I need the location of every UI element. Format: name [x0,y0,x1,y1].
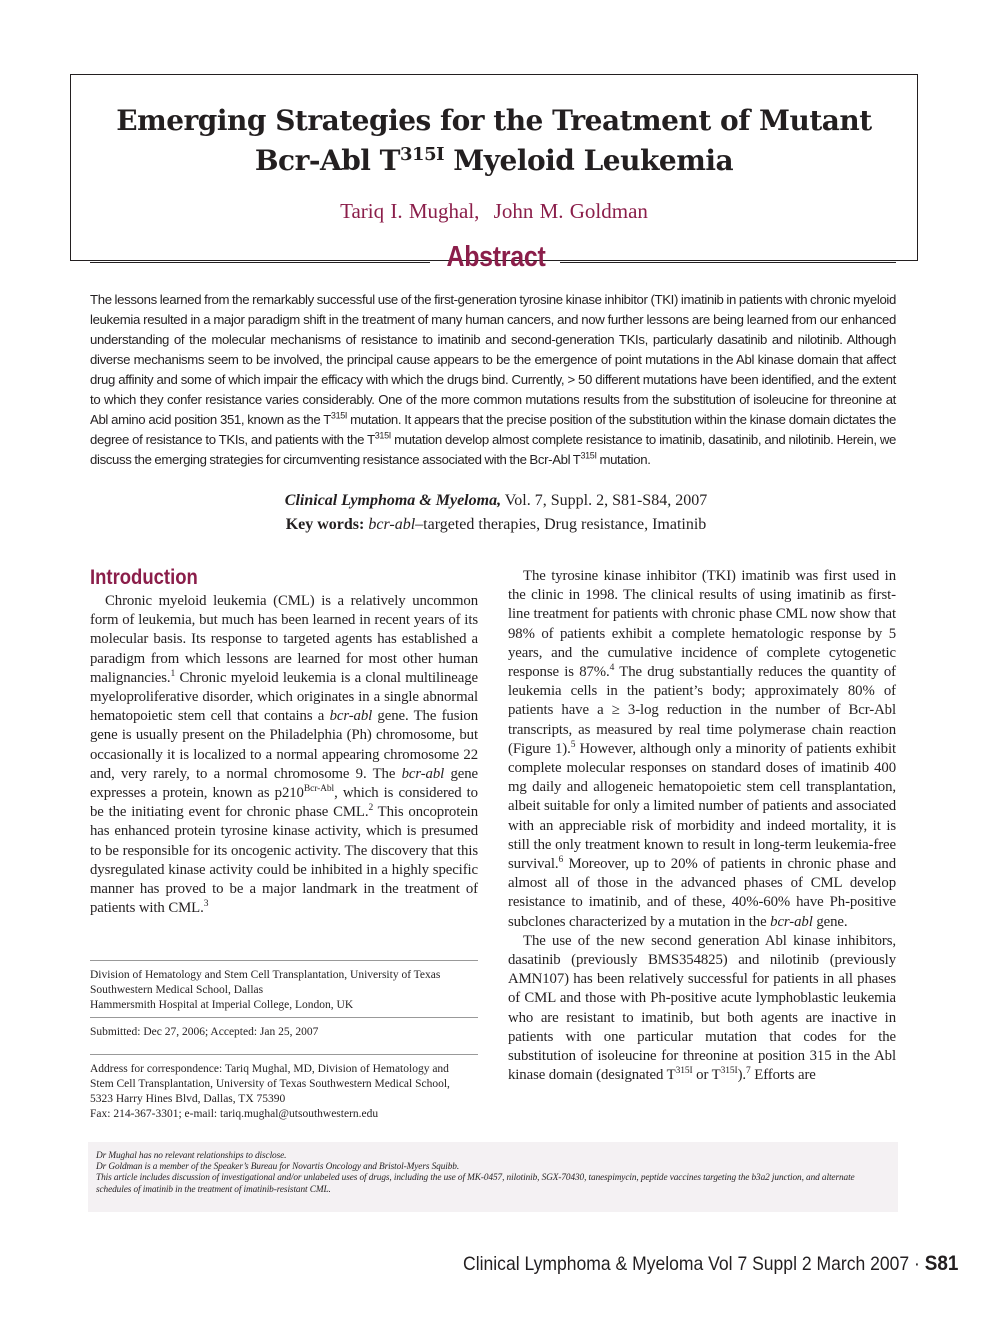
affiliation-line: Hammersmith Hospital at Imperial College, London, UK [90,999,354,1011]
reference-link[interactable]: 2 [368,803,374,814]
keyword-italic: bcr-abl [368,516,416,533]
text: gene. [812,913,848,930]
text: However, although only a minority of patients exhibit complete molecular responses on standard doses of imatinib 400 mg daily and allogeneic hematopoietic stem cell transplantation, albeit suitable for only a limited number of patients and associated with an appreciable risk of morbidity and indeed mortality, it is still the only treatment known to result in long-term leukemia-free survival. [508,740,896,873]
superscript: 315I [374,430,391,441]
page-footer [463,1252,958,1276]
text: The tyrosine kinase inhibitor (TKI) imatinib was first used in the clinic in 1998. The clinical results of using imatinib as first-line treatment for patients with chronic phase CML now show that 98% of patients exhibit a complete hematologic response by 5 years, and the cumulative incidence of complete cytogenetic response is 87%. [508,568,896,681]
title-text: Myeloid Leukemia [444,144,734,177]
text: ). [737,1067,747,1084]
reference-link[interactable]: 1 [170,668,176,679]
article-title [71,101,917,181]
submitted-line: Submitted: Dec 27, 2006; Accepted: Jan 25, 2007 [90,1026,319,1038]
title-superscript: 315I [400,144,445,165]
author-goldman[interactable]: John M. Goldman [493,199,648,223]
abstract-segment: The lessons learned from the remarkably successful use of the first-generation tyrosine kinase inhibitor (TKI) imatinib in patients with chronic myeloid leukemia resulted in a major paradigm shift in the treatment of many human cancers, and now further lessons are being learned from our enhanced understanding of the molecular mechanisms of resistance to imatinib and second-generation TKIs, particularly dasatinib and nilotinib. Although diverse mechanisms seem to be involved, the principal cause appears to be the emergence of point mutations in the Abl kinase domain that affect drug affinity and some of which impair the efficacy with which the drugs bind. Currently, > 50 different mutations have been identified, and the extent to which they confer resistance varies considerably. One of the more common mutations results from the substitution of isoleucine for threonine at Abl amino acid position 351, known as the T [90,292,896,427]
address-line: Address for correspondence: Tariq Mughal, MD, Division of Hematology and [90,1063,449,1075]
reference-link[interactable]: 5 [570,739,576,750]
reference-link[interactable]: 3 [203,899,209,910]
disclosure-line: Dr Goldman is a member of the Speaker’s Bureau for Novartis Oncology and Bristol-Myers Squibb. [96,1162,460,1173]
gene-name: bcr-abl [329,708,373,725]
citation-details: Vol. 7, Suppl. 2, S81-S84, 2007 [501,492,708,509]
text: or T [692,1067,721,1084]
submission-dates [90,1017,478,1040]
text: Chronic myeloid leukemia (CML) is a relatively uncommon form of leukemia, but much has been learned in recent years of its molecular basis. Its response to targeted agents has established a paradigm from which lessons are learned for most other human malignancies. [90,593,478,686]
page-number: S81 [924,1252,958,1275]
citation [0,489,992,513]
reference-link[interactable]: 6 [558,855,564,866]
gene-name: bcr-abl [770,913,813,930]
right-column [508,567,896,1085]
text: This oncoprotein has enhanced protein tyrosine kinase activity, which is presumed to be responsible for its oncogenic activity. The discovery that this dysregulated kinase activity could be inhibited in a highly specific manner has proved to be a major landmark in the treatment of patients with CML. [90,804,478,917]
author-list [71,199,917,224]
reference-link[interactable]: 4 [609,663,615,674]
disclosure-box [88,1142,898,1212]
introduction-heading: Introduction [90,566,198,589]
superscript: 315I [720,1066,738,1077]
author-mughal[interactable]: Tariq I. Mughal, [340,199,480,223]
superscript: Bcr-Abl [303,784,335,795]
title-line-2 [71,141,917,181]
keywords [0,513,992,537]
gene-name: bcr-abl [401,765,445,782]
body-paragraph [508,567,896,932]
superscript: 315I [330,410,348,421]
title-box [70,74,918,261]
abstract-segment: mutation. [596,452,651,467]
abstract-text [90,290,896,470]
superscript: 315I [580,450,597,461]
abstract-segment: mutation develop almost complete resistance to imatinib, dasatinib, and nilotinib. Herein, we discuss the emerging strategies for circumventing resistance associated with the Bcr-Abl T [90,432,896,467]
correspondence [90,1054,478,1122]
text: gene expresses a protein, known as p210 [90,765,478,802]
text: gene. The fusion gene is usually present on the Philadelphia (Ph) chromosome, but occasionally it is localized to a normal appearing chromosome 22 and, very rarely, to a normal chromosome 9. The [90,708,478,782]
abstract-heading-bar [0,240,992,284]
affiliation-line: Division of Hematology and Stem Cell Transplantation, University of Texas [90,969,441,981]
address-line: 5323 Harry Hines Blvd, Dallas, TX 75390 [90,1093,286,1105]
journal-name: Clinical Lymphoma & Myeloma, [284,492,502,509]
left-column [90,592,478,918]
affiliation-line: Southwestern Medical School, Dallas [90,984,264,996]
address-line: Stem Cell Transplantation, University of Texas Southwestern Medical School, [90,1078,450,1090]
reference-link[interactable]: 7 [746,1066,751,1077]
text: The use of the new second generation Abl kinase inhibitors, dasatinib (previously BMS354825) and nilotinib (previously AMN107) has been relatively successful for patients in all phases of CML and those with Ph-positive acute lymphoblastic leukemia who are resistant to imatinib, but both agents are inactive in patients with one particular mutation that codes for the substitution of isoleucine for threonine at position 315 in the Abl kinase domain (designated T [508,932,896,1084]
disclosure-line: This article includes discussion of investigational and/or unlabeled uses of drugs, including the use of MK-0457, nilotinib, SGX-70430, tanespimycin, peptide vaccines targeting the b3a2 junction, and alternate schedules of imatinib in the treatment of imatinib-resistant CML. [96,1173,855,1195]
text: , which is considered to be the initiating event for chronic phase CML. [90,785,478,821]
affiliations [90,960,478,1013]
text: Efforts are [750,1067,816,1084]
title-text: Bcr-Abl T [254,144,401,177]
abstract-heading: Abstract [446,241,546,273]
text: Chronic myeloid leukemia is a clonal multilineage myeloproliferative disorder, which originates in a single abnormal hematopoietic stem cell that contains a [90,669,478,725]
title-line-1: Emerging Strategies for the Treatment of Mutant [116,104,872,137]
body-paragraph [508,932,896,1086]
keywords-list: –targeted therapies, Drug resistance, Imatinib [415,516,707,533]
footer-journal: Clinical Lymphoma & Myeloma Vol 7 Suppl 2 March 2007 · [462,1253,925,1275]
superscript: 315I [675,1066,693,1077]
keywords-label: Key words: [285,516,365,533]
text: The drug substantially reduces the quantity of leukemia cells in the patient’s body; approximately 80% of patients have a ≥ 3-log reduction in the number of Bcr-Abl transcripts, as measured by real time polymerase chain reaction (Figure 1). [508,664,896,757]
body-paragraph [90,592,478,918]
contact-line[interactable]: Fax: 214-367-3301; e-mail: tariq.mughal@utsouthwestern.edu [90,1108,379,1120]
abstract-segment: mutation. It appears that the precise position of the substitution within the kinase domain dictates the degree of resistance to TKIs, and patients with the T [90,412,896,447]
disclosure-line: Dr Mughal has no relevant relationships to disclose. [96,1151,287,1161]
text: Moreover, up to 20% of patients in chronic phase and almost all of those in the advanced phases of CML develop resistance to imatinib, and of these, 40%-60% have Ph-positive subclones characterized by a mutation in the [508,856,896,930]
